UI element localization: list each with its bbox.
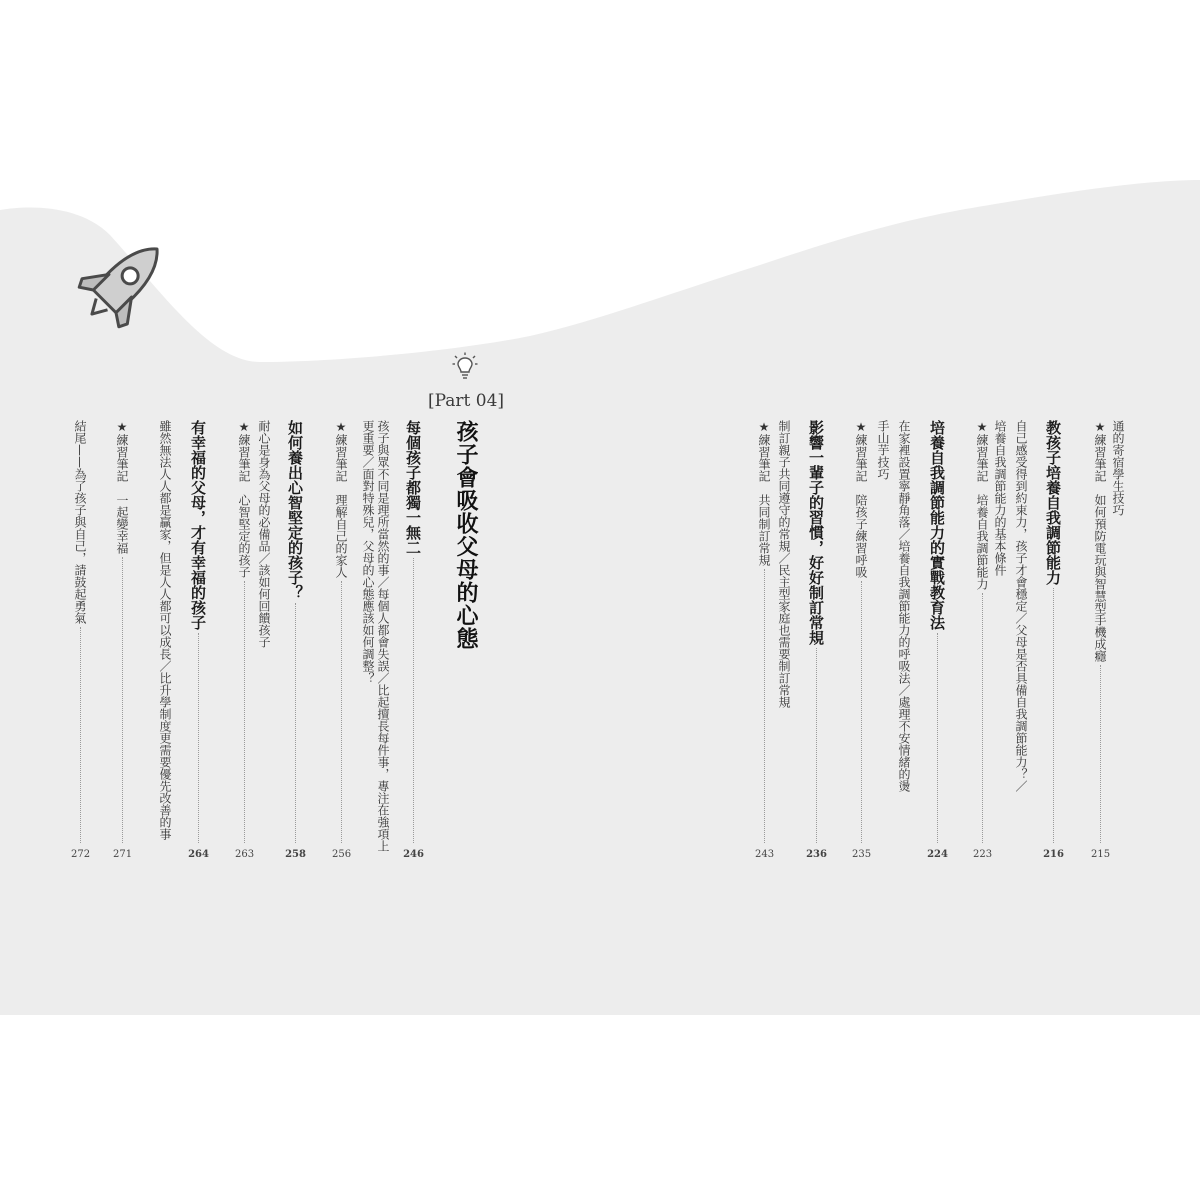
part-label: [Part 04] [427, 391, 505, 411]
toc-section[interactable]: 如何養出心智堅定的孩子？ 258 [285, 420, 306, 860]
toc-section[interactable]: 影響一輩子的習慣，好好制訂常規 236 [806, 420, 827, 860]
toc-section[interactable]: 教孩子培養自我調節能力 216 [1043, 420, 1064, 860]
toc-subtopics: 制訂親子共同遵守的常規／民主型家庭也需要制訂常規 [777, 420, 791, 708]
toc-note[interactable]: ★練習筆記 心智堅定的孩子 263 [235, 420, 255, 860]
toc-section[interactable]: 每個孩子都獨一無二 246 [403, 420, 424, 860]
toc-subtopics: 耐心是身為父母的必備品／該如何回饋孩子 [257, 420, 271, 648]
toc-fragment: 通的寄宿學生技巧 [1111, 420, 1125, 516]
toc-subtopics: 在家裡設置寧靜角落／培養自我調節能力的呼吸法／處理不安情緒的燙 [897, 420, 911, 792]
toc-subtopics: 自己感受得到約束力，孩子才會穩定／父母是否具備自我調節能力？／ [1014, 420, 1028, 792]
toc-section[interactable]: 培養自我調節能力的實戰教育法 224 [927, 420, 948, 860]
rocket-icon [66, 228, 166, 358]
toc-subtopics: 孩子與眾不同是理所當然的事／每個人都會失誤／比起擅長每件事，專注在強項上更重要／面對特殊兒，父母的心態應該如何調整？ [361, 420, 390, 852]
lightbulb-icon [452, 352, 478, 382]
toc-note[interactable]: ★練習筆記 一起變幸福 271 [113, 420, 133, 860]
toc-subtopics: 手山芋技巧 [876, 420, 890, 480]
toc-subtopics: 培養自我調節能力的基本條件 [993, 420, 1007, 576]
toc-note[interactable]: ★練習筆記 理解自己的家人 256 [332, 420, 352, 860]
toc-subtopics: 雖然無法人人都是贏家，但是人人都可以成長／比升學制度更需要優先改善的事 [158, 420, 172, 840]
toc-section[interactable]: 有幸福的父母，才有幸福的孩子 264 [188, 420, 209, 860]
toc-epilogue[interactable]: 結尾——為了孩子與自己，請鼓起勇氣 272 [71, 420, 91, 860]
part-title: 孩子會吸收父母的心態 [453, 420, 478, 650]
toc-note[interactable]: ★練習筆記 如何預防電玩與智慧型手機成癮 215 [1091, 420, 1111, 860]
toc-note[interactable]: ★練習筆記 共同制訂常規 243 [755, 420, 775, 860]
toc-note[interactable]: ★練習筆記 陪孩子練習呼吸 235 [852, 420, 872, 860]
toc-note[interactable]: ★練習筆記 培養自我調節能力 223 [973, 420, 993, 860]
